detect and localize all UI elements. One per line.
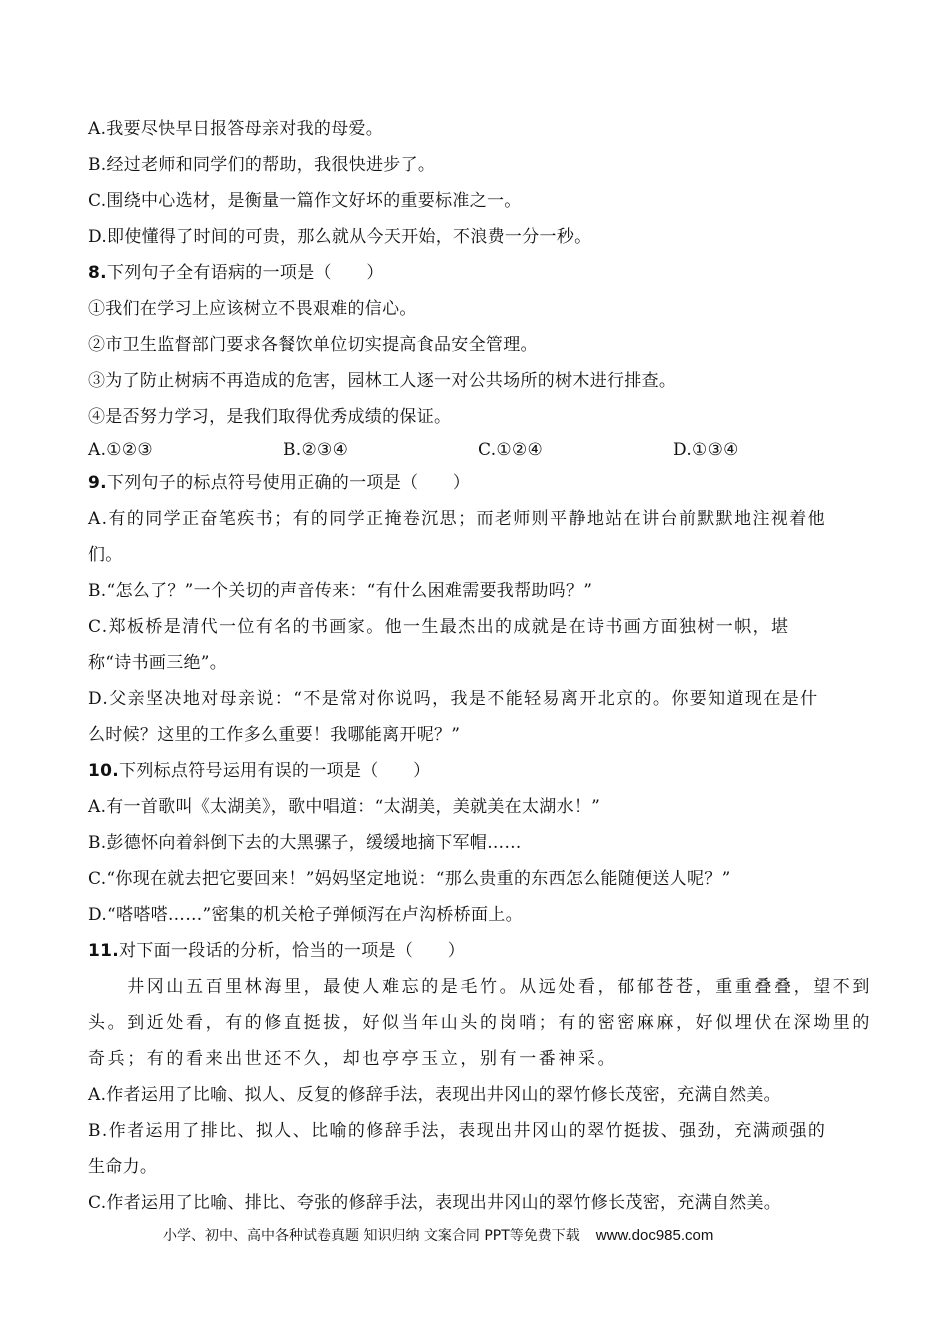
q11-option-c: C.作者运用了比喻、排比、夸张的修辞手法，表现出井冈山的翠竹修长茂密，充满自然美。: [88, 1193, 782, 1213]
page-footer: [163, 1225, 713, 1247]
q8-options: [88, 438, 868, 462]
q9-option-a-line1: A.有的同学正奋笔疾书；有的同学正掩卷沉思；而老师则平静地站在讲台前默默地注视着他: [88, 509, 827, 529]
q7-option-b: B.经过老师和同学们的帮助，我很快进步了。: [88, 155, 436, 175]
q11-option-b-line1: B.作者运用了排比、拟人、比喻的修辞手法，表现出井冈山的翠竹挺拔、强劲，充满顽强的: [88, 1121, 827, 1141]
q9-stem-line: [88, 471, 868, 495]
q11-passage-line3: 奇兵；有的看来出世还不久，却也亭亭玉立，别有一番神采。: [88, 1049, 618, 1069]
q9-option-c-line2: 称“诗书画三绝”。: [88, 653, 228, 673]
q10-stem-line: [88, 759, 868, 783]
q9-option-d-line1: D.父亲坚决地对母亲说：“不是常对你说吗，我是不能轻易离开北京的。你要知道现在是什: [88, 689, 819, 709]
footer-text: 小学、初中、高中各种试卷真题 知识归纳 文案合同 PPT等免费下载: [163, 1228, 580, 1244]
q11-option-b-line2: 生命力。: [88, 1157, 158, 1177]
q7-option-a: A.我要尽快早日报答母亲对我的母爱。: [88, 119, 384, 139]
q11-number: 11.: [88, 941, 120, 961]
q8-option-a: A.①②③: [88, 440, 153, 460]
q9-option-c-line1: C.郑板桥是清代一位有名的书画家。他一生最杰出的成就是在诗书画方面独树一帜，堪: [88, 617, 790, 637]
footer-url[interactable]: www.doc985.com: [595, 1227, 714, 1244]
q10-stem: 下列标点符号运用有误的一项是（ ）: [119, 761, 431, 781]
q11-passage-line1: 井冈山五百里林海里，最使人难忘的是毛竹。从远处看，郁郁苍苍，重重叠叠，望不到: [88, 977, 872, 997]
q10-number: 10.: [88, 761, 120, 781]
q8-option-c: C.①②④: [478, 440, 544, 460]
q10-option-d: D.“嗒嗒嗒……”密集的机关枪子弹倾泻在卢沟桥桥面上。: [88, 905, 523, 925]
q8-option-d: D.①③④: [673, 440, 739, 460]
q8-number: 8.: [88, 263, 107, 283]
q10-option-c: C.“你现在就去把它要回来！”妈妈坚定地说：“那么贵重的东西怎么能随便送人呢？”: [88, 869, 731, 889]
q10-option-a: A.有一首歌叫《太湖美》，歌中唱道：“太湖美，美就美在太湖水！”: [88, 797, 601, 817]
q8-item-1: ①我们在学习上应该树立不畏艰难的信心。: [88, 299, 417, 319]
q10-option-b: B.彭德怀向着斜倒下去的大黑骡子，缓缓地摘下军帽……: [88, 833, 522, 853]
q9-option-d-line2: 么时候？这里的工作多么重要！我哪能离开呢？”: [88, 725, 461, 745]
q11-option-a: A.作者运用了比喻、拟人、反复的修辞手法，表现出井冈山的翠竹修长茂密，充满自然美。: [88, 1085, 781, 1105]
q8-stem: 下列句子全有语病的一项是（ ）: [106, 263, 384, 283]
q9-option-b: B.“怎么了？”一个关切的声音传来：“有什么困难需要我帮助吗？”: [88, 581, 593, 601]
q8-stem-line: [88, 261, 868, 285]
q8-item-2: ②市卫生监督部门要求各餐饮单位切实提高食品安全管理。: [88, 335, 538, 355]
q9-number: 9.: [88, 473, 107, 493]
q9-stem: 下列句子的标点符号使用正确的一项是（ ）: [106, 473, 471, 493]
q11-stem-line: [88, 939, 868, 963]
q8-item-4: ④是否努力学习，是我们取得优秀成绩的保证。: [88, 407, 452, 427]
q11-passage-line2: 头。到近处看，有的修直挺拔，好似当年山头的岗哨；有的密密麻麻，好似埋伏在深坳里的: [88, 1013, 872, 1033]
q7-option-d: D.即使懂得了时间的可贵，那么就从今天开始，不浪费一分一秒。: [88, 227, 592, 247]
q8-option-b: B.②③④: [283, 440, 349, 460]
q7-option-c: C.围绕中心选材，是衡量一篇作文好坏的重要标准之一。: [88, 191, 522, 211]
q8-item-3: ③为了防止树病不再造成的危害，园林工人逐一对公共场所的树木进行排查。: [88, 371, 677, 391]
q11-stem: 对下面一段话的分析，恰当的一项是（ ）: [119, 941, 466, 961]
q9-option-a-line2: 们。: [88, 545, 123, 565]
